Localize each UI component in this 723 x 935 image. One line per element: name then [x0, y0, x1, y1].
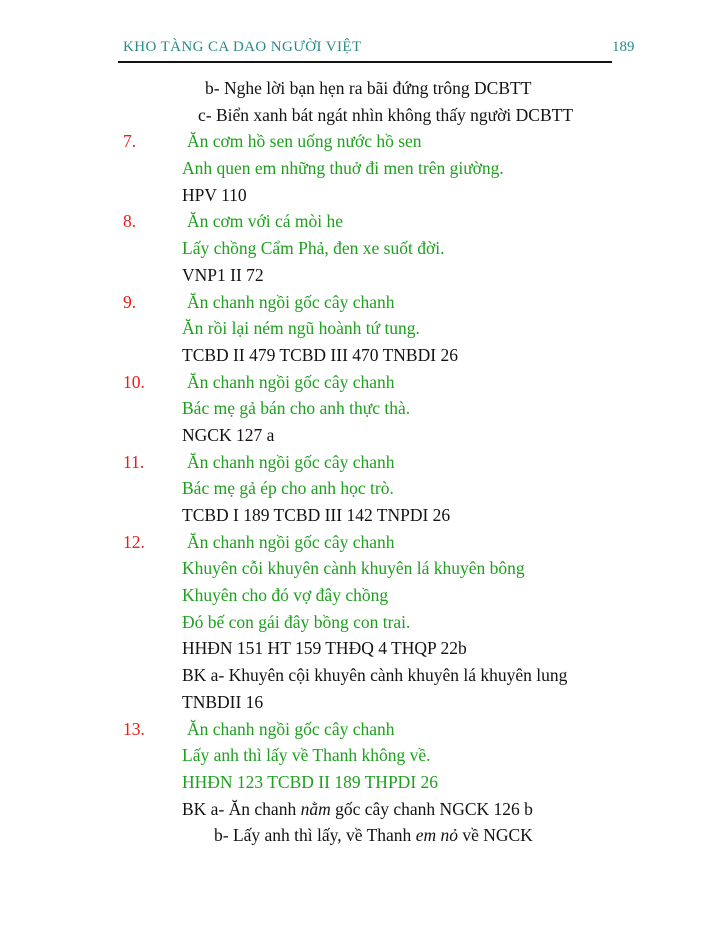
entry-number: 13. — [123, 718, 145, 739]
header-rule — [118, 61, 612, 63]
reference-line: HHĐN 151 HT 159 THĐQ 4 THQP 22b — [182, 638, 467, 659]
entry-number: 8. — [123, 211, 137, 232]
verse-line: 9. Ăn chanh ngồi gốc cây chanh — [0, 289, 723, 316]
verse-line: Ăn rồi lại ném ngũ hoành tứ tung. — [182, 318, 420, 339]
verse-line: Bác mẹ gả bán cho anh thực thà. — [182, 398, 411, 419]
verse-line: 10. Ăn chanh ngồi gốc cây chanh — [0, 369, 723, 396]
verse-line: Đó bế con gái đây bồng con trai. — [182, 611, 411, 632]
reference-line: TCBD II 479 TCBD III 470 TNBDI 26 — [182, 344, 458, 365]
reference-line: HPV 110 — [182, 184, 247, 205]
verse-line: 12. Ăn chanh ngồi gốc cây chanh — [0, 529, 723, 556]
verse-line: Lấy chồng Cẩm Phả, đen xe suốt đời. — [182, 238, 445, 259]
content — [0, 75, 723, 849]
verse-line: 13. Ăn chanh ngồi gốc cây chanh — [0, 716, 723, 743]
verse-line: Lấy anh thì lấy về Thanh không về. — [182, 745, 431, 766]
reference-line: BK a- Khuyên cội khuyên cành khuyên lá khuyên lung — [182, 665, 568, 686]
verse-line: 8. Ăn cơm với cá mòi he — [0, 208, 723, 235]
reference-line: b- Lấy anh thì lấy, về Thanh em nỏ về NGCK — [214, 825, 533, 846]
entry-number: 10. — [123, 371, 145, 392]
verse-line: Khuyên cho đó vợ đây chồng — [182, 585, 389, 606]
entry-number: 7. — [123, 131, 137, 152]
variant-line: c- Biển xanh bát ngát nhìn không thấy người DCBTT — [198, 104, 574, 125]
verse-line: Khuyên cỗi khuyên cành khuyên lá khuyên bông — [182, 558, 525, 579]
entry-number: 11. — [123, 451, 145, 472]
page-title: KHO TÀNG CA DAO NGƯỜI VIỆT — [123, 39, 362, 55]
verse-line: 7. Ăn cơm hồ sen uống nước hồ sen — [0, 128, 723, 155]
entry-number: 9. — [123, 291, 137, 312]
variant-line: b- Nghe lời bạn hẹn ra bãi đứng trông DCBTT — [205, 78, 532, 98]
reference-line: HHĐN 123 TCBD II 189 THPDI 26 — [182, 771, 439, 792]
reference-line: NGCK 127 a — [182, 424, 275, 445]
verse-line: Anh quen em những thuở đi men trên giường. — [182, 158, 504, 179]
reference-line: BK a- Ăn chanh nằm gốc cây chanh NGCK 126 b — [182, 798, 533, 819]
reference-line: TNBDII 16 — [182, 691, 264, 712]
verse-line: 11. Ăn chanh ngồi gốc cây chanh — [0, 449, 723, 476]
entry-number: 12. — [123, 531, 145, 552]
verse-line: Bác mẹ gả ép cho anh học trò. — [182, 478, 394, 499]
page-number: 189 — [612, 39, 635, 55]
reference-line: TCBD I 189 TCBD III 142 TNPDI 26 — [182, 505, 451, 525]
reference-line: VNP1 II 72 — [182, 264, 264, 285]
